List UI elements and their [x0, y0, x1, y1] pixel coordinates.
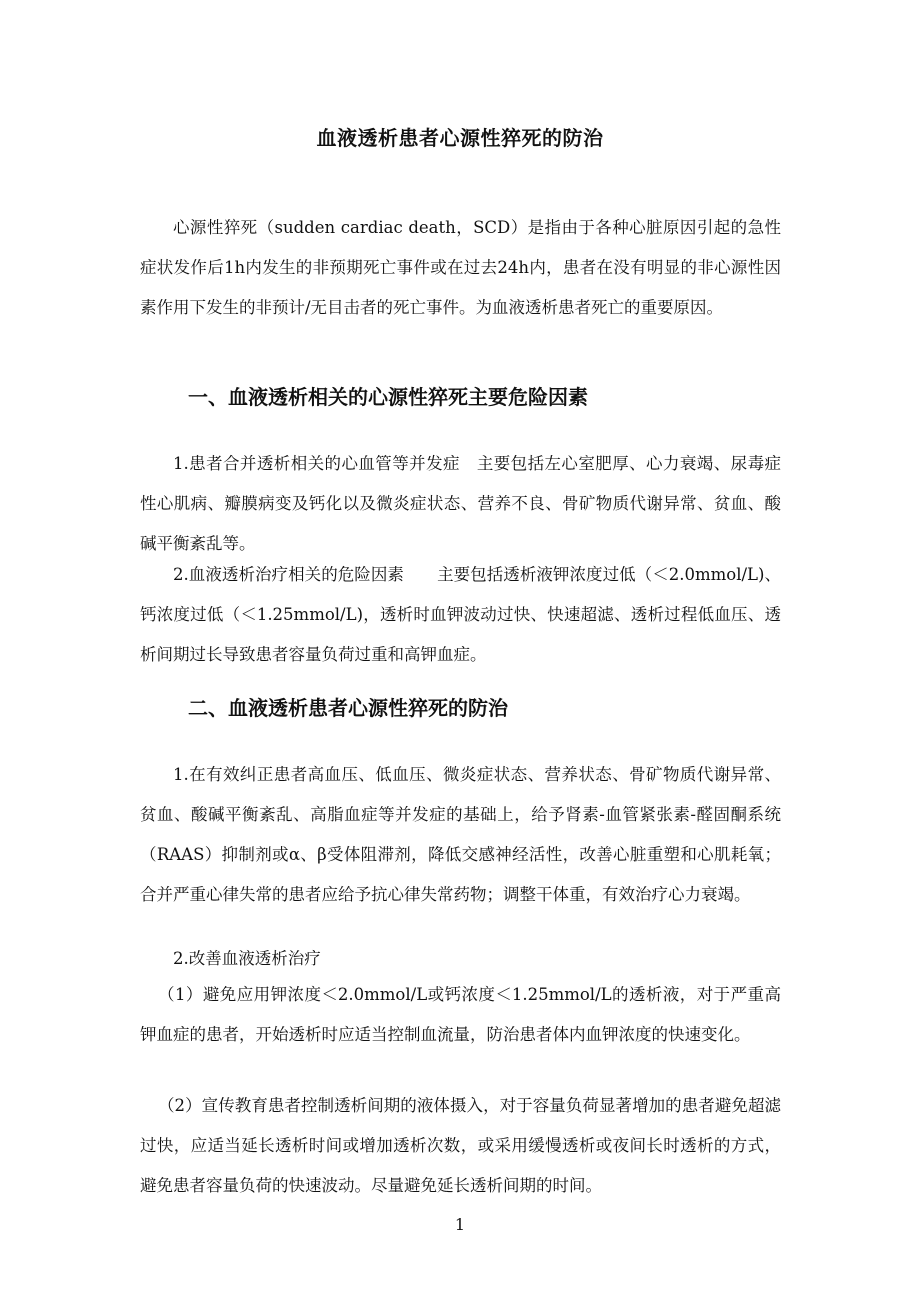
section1-heading: 一、血液透析相关的心源性猝死主要危险因素 — [188, 385, 588, 409]
intro-paragraph: 心源性猝死（sudden cardiac death，SCD）是指由于各种心脏原因引起的急性症状发作后1h内发生的非预期死亡事件或在过去24h内，患者在没有明显的非心源性因素作用下发生的非预计/无目击者的死亡事件。为血液透析患者死亡的重要原因。 — [140, 218, 781, 317]
section1-item-2: 2.血液透析治疗相关的危险因素 主要包括透析液钾浓度过低（＜2.0mmol/L)、钙浓度过低（＜1.25mmol/L)，透析时血钾波动过快、快速超滤、透析过程低血压、透析间期过长导致患者容量负荷过重和高钾血症。 — [140, 565, 781, 664]
section2-item-1: 1.在有效纠正患者高血压、低血压、微炎症状态、营养状态、骨矿物质代谢异常、贫血、酸碱平衡紊乱、高脂血症等并发症的基础上，给予肾素-血管紧张素-醛固酮系统（RAAS）抑制剂或α、β受体阻滞剂，降低交感神经活性，改善心脏重塑和心肌耗氧；合并严重心律失常的患者应给予抗心律失常药物；调整干体重，有效治疗心力衰竭。 — [140, 765, 781, 904]
section2-item-2: 2.改善血液透析治疗 — [173, 949, 321, 968]
section2-subitem-2: （2）宣传教育患者控制透析间期的液体摄入，对于容量负荷显著增加的患者避免超滤过快，应适当延长透析时间或增加透析次数，或采用缓慢透析或夜间长时透析的方式，避免患者容量负荷的快速波动。尽量避免延长透析间期的时间。 — [140, 1096, 781, 1195]
section2-subitem-1: （1）避免应用钾浓度＜2.0mmol/L或钙浓度＜1.25mmol/L的透析液，对于严重高钾血症的患者，开始透析时应适当控制血流量，防治患者体内血钾浓度的快速变化。 — [140, 985, 781, 1044]
section2-heading: 二、血液透析患者心源性猝死的防治 — [188, 696, 508, 720]
document-title: 血液透析患者心源性猝死的防治 — [316, 126, 604, 150]
page-number: 1 — [454, 1215, 466, 1234]
section1-item-1: 1.患者合并透析相关的心血管等并发症 主要包括左心室肥厚、心力衰竭、尿毒症性心肌病、瓣膜病变及钙化以及微炎症状态、营养不良、骨矿物质代谢异常、贫血、酸碱平衡紊乱等。 — [140, 454, 781, 553]
